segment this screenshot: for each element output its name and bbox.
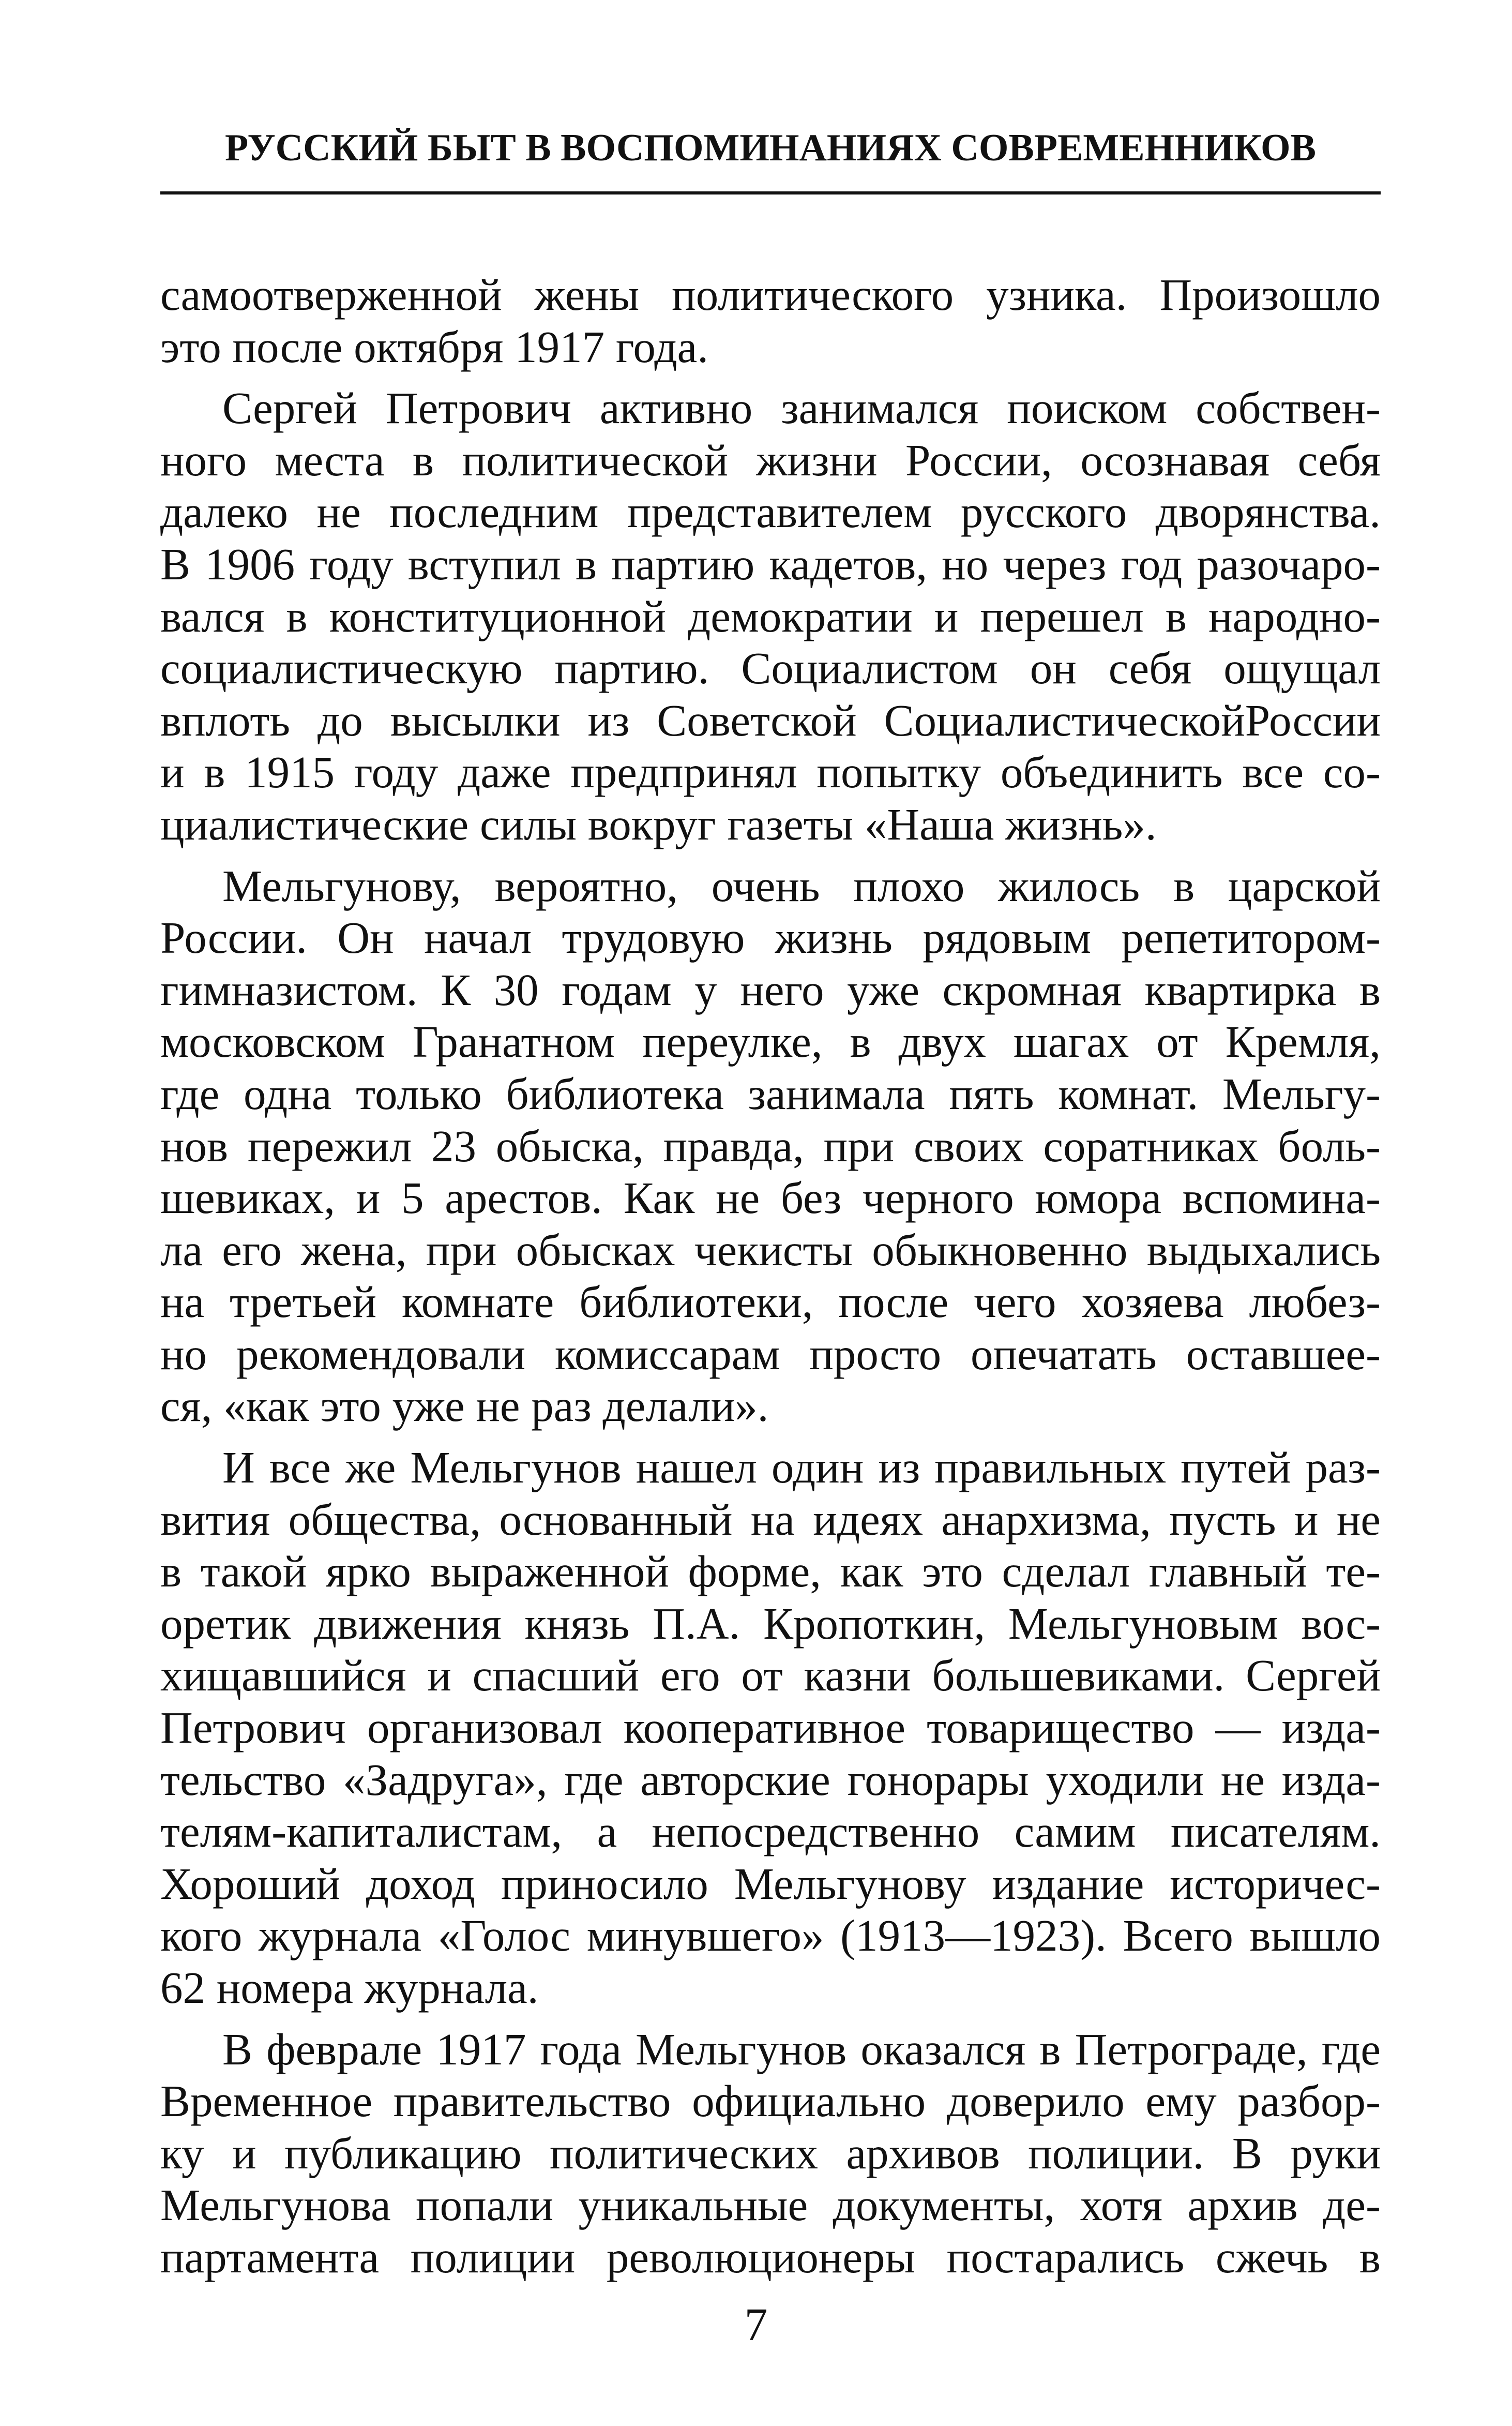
text-line: тельство «Задруга», где авторские гонорары уходили не изда- [160,1754,1381,1805]
text-line: московском Гранатном переулке, в двух шагах от Кремля, [160,1016,1381,1067]
text-line: Мельгунову, вероятно, очень плохо жилось в царской [222,860,1381,911]
text-line: оретик движения князь П.А. Кропоткин, Мельгуновым вос- [160,1598,1381,1649]
text-line: России. Он начал трудовую жизнь рядовым репетитором- [160,912,1381,963]
text-line: и в 1915 году даже предпринял попытку объединить все со- [160,747,1381,798]
text-line: вития общества, основанный на идеях анархизма, пусть и не [160,1494,1381,1545]
text-line: на третьей комнате библиотеки, после чего хозяева любез- [160,1277,1381,1327]
header-rule [160,191,1381,194]
text-line: вался в конституционной демократии и перешел в народно- [160,591,1381,641]
text-line: но рекомендовали комиссарам просто опечатать оставшее- [160,1328,1381,1379]
text-line: вплоть до высылки из Советской СоциалистическойРоссии [160,695,1381,745]
page-number: 7 [744,2299,768,2350]
text-line: самоотверженной жены политического узника. Произошло [160,269,1381,320]
text-line: 62 номера журнала. [160,1963,539,2013]
text-line: далеко не последним представителем русского дворянства. [160,487,1381,537]
text-line: Хороший доход приносило Мельгунову издание историчес- [160,1858,1381,1909]
text-line: В феврале 1917 года Мельгунов оказался в Петрограде, где [222,2024,1381,2074]
text-line: ку и публикацию политических архивов полиции. В руки [160,2128,1381,2178]
text-line: телям-капиталистам, а непосредственно самим писателям. [160,1806,1381,1857]
text-line: Петрович организовал кооперативное товарищество — изда- [160,1702,1381,1753]
text-line: это после октября 1917 года. [160,321,709,372]
text-line: И все же Мельгунов нашел один из правильных путей раз- [222,1442,1381,1493]
text-line: ла его жена, при обысках чекисты обыкновенно выдыхались [160,1224,1381,1275]
text-line: В 1906 году вступил в партию кадетов, но через год разочаро- [160,538,1381,589]
text-line: шевиках, и 5 арестов. Как не без черного юмора вспомина- [160,1173,1381,1223]
text-line: социалистическую партию. Социалистом он себя ощущал [160,643,1381,694]
body-text [160,269,1381,2284]
text-line: Временное правительство официально доверило ему разбор- [160,2076,1381,2127]
paragraph [160,1442,1381,2014]
text-line: кого журнала «Голос минувшего» (1913—1923). Всего вышло [160,1910,1381,1961]
paragraph [160,2024,1381,2284]
text-line: ся, «как это уже не раз делали». [160,1381,769,1431]
text-line: циалистические силы вокруг газеты «Наша жизнь». [160,799,1157,849]
paragraph [160,269,1381,373]
running-head: РУССКИЙ БЫТ В ВОСПОМИНАНИЯХ СОВРЕМЕННИКОВ [225,127,1316,169]
paragraph [160,382,1381,850]
text-line: в такой ярко выраженной форме, как это сделал главный те- [160,1546,1381,1597]
text-line: гимназистом. К 30 годам у него уже скромная квартирка в [160,964,1381,1015]
text-line: Сергей Петрович активно занимался поиском собствен- [222,383,1381,433]
text-line: партамента полиции революционеры постарались сжечь в [160,2232,1381,2282]
text-line: где одна только библиотека занимала пять комнат. Мельгу- [160,1068,1381,1119]
paragraph [160,860,1381,1433]
text-line: хищавшийся и спасший его от казни большевиками. Сергей [160,1650,1381,1701]
text-line: Мельгунова попали уникальные документы, хотя архив де- [160,2180,1381,2230]
text-line: ного места в политической жизни России, осознавая себя [160,435,1381,485]
text-line: нов пережил 23 обыска, правда, при своих соратниках боль- [160,1120,1381,1171]
